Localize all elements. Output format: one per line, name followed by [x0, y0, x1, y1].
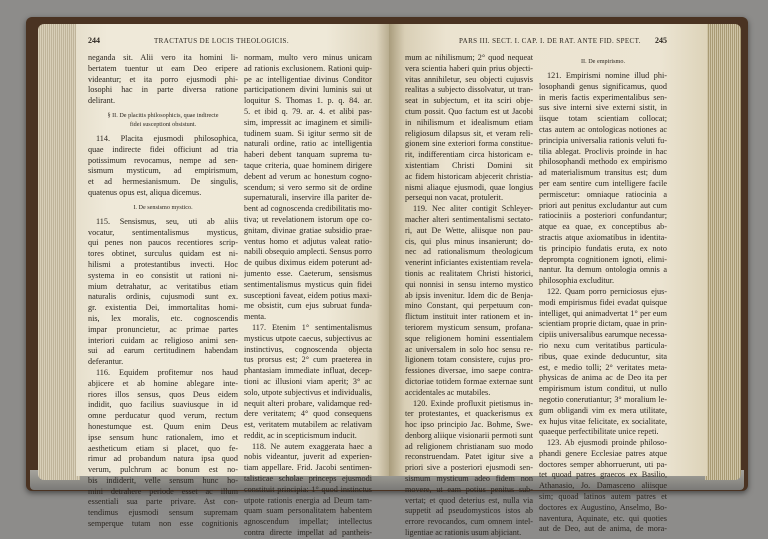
text-line: losophi hac in parte diversa ratione [88, 85, 238, 95]
text-line: mysticus utpote caecus, subjectivus ac [244, 333, 372, 343]
text-line: physicas de anima ac de Deo ita per [539, 373, 667, 383]
text-column [405, 53, 533, 539]
text-line: instinctivus, cognoscenda objecta [244, 344, 372, 354]
text-line: 121. Empirismi nomine illud phi- [547, 71, 667, 80]
text-line: ad rationis exclusionem. Rationi quip- [244, 63, 372, 73]
text-line: aut de Deo, aut de anima, de mora- [539, 524, 667, 534]
text-line: 122. Quam porro perniciosus ejus- [547, 286, 667, 296]
text-line: contra directe impellat ad pantheis- [244, 528, 372, 538]
text-line: quatenus opus est, aliqua dicemus. [88, 187, 202, 197]
text-line: ligionem totam consistere, cujus pro- [405, 355, 533, 365]
text-column [88, 53, 238, 530]
text-line: ex hujus vitae felicitate, ex socialitate, [539, 416, 667, 426]
text-line: persequi non vacat, protulerit. [405, 193, 503, 203]
text-line: macher alteri sentimentalismi sectato- [405, 214, 533, 224]
text-line: vera scientia haberi quin prius objecti- [405, 63, 533, 73]
text-line: denborg aliique visionarii permoti sunt [405, 430, 533, 440]
text-line: menta. [244, 312, 267, 322]
text-line: ligentiae ac rationis usum abjiciant. [405, 528, 522, 538]
text-line: 119. Nec aliter contigit Schleyer- [413, 204, 533, 214]
text-line: tus prorsus est; 2° cum praeterea in [244, 355, 372, 365]
text-line: riores illos sensus, quos Deus eidem [88, 389, 238, 399]
left-page [76, 24, 389, 538]
text-line: vertat; et quod deterius est, nulla via [405, 495, 533, 505]
text-line: hilismi a protestantibus invecti. Hoc [88, 259, 238, 269]
text-line: errore revocandos, cum omnem intel- [405, 517, 533, 527]
page-stack-right [705, 24, 741, 480]
text-line: potissimum revocamus, nempe ad sen- [88, 155, 238, 165]
text-line: philosophia excluditur. [539, 276, 615, 286]
text-line: tiam appellare. Frid. Jacobi sentimen- [244, 463, 372, 473]
text-line: xistentiam Christi Domini sit [405, 160, 533, 170]
text-line: 118. Ne autem exaggerata haec a [252, 441, 372, 451]
text-line: supernaturali, inservire illa pariter de- [244, 193, 372, 203]
text-line: impar pronuncietur, ac primae partes [88, 324, 238, 334]
text-line: mini detrahere periode esset ac illum [88, 486, 238, 496]
text-line: solo, utpote subjectivus et individualis, [244, 387, 372, 397]
text-line: jumento esse. Caeterum, sensismus [244, 268, 372, 278]
text-line: rit, indifferentiam circa historicam e- [405, 150, 533, 160]
text-line: in meris factis experimentalibus sen- [539, 92, 667, 102]
text-line: semperque tutam non esse cognitionis [88, 519, 238, 529]
text-line: tores obtinet, surculus quidam est ni- [88, 249, 238, 259]
text-line: rio nexu cum veritatibus particula- [539, 340, 667, 350]
text-line: realitas a subjecto dissolvatur, ut tran- [405, 85, 533, 95]
text-line: verum, pulchrum ac bonum est no- [88, 465, 238, 475]
text-line: 117. Etenim 1° sentimentalismus [252, 322, 372, 332]
page-number: 244 [88, 36, 100, 45]
text-line: ad religionem christianam suo modo [405, 441, 533, 451]
right-page [389, 24, 707, 538]
text-line: debent ad verum ac honestum cogno- [244, 171, 372, 181]
text-line: naturalis ordinis, cujusmodi sunt ex. [88, 292, 238, 302]
text-line: deprompta cognitionem ignoti, elimi- [539, 254, 667, 264]
text-line: mium detrahatur, ac veritatibus etiam [88, 281, 238, 291]
text-line: quaeque perfectibilitate unice repeti. [539, 427, 659, 437]
text-line: doctores semper abhorruerunt, uti pa- [539, 459, 667, 469]
text-line: sentimentalismus mysticus quin fidei [244, 279, 372, 289]
text-line: constituit principia: 1° quod instinctus [244, 484, 372, 494]
text-line: nobis videantur, juverit ad experien- [244, 452, 372, 462]
text-line: losophandi genus significamus, quod [539, 81, 667, 91]
running-head: TRACTATUS DE LOCIS THEOLOGICIS. [154, 37, 289, 45]
text-line: phantasiam immediate influat, decep- [244, 366, 372, 376]
text-line: naturali ordine, ratio ac intelligentia [244, 139, 372, 149]
text-line: me obsistit, cum ejus subruat funda- [244, 301, 372, 311]
text-line: vocatur, sentimentalismus mysticus, [88, 227, 238, 237]
text-line: dictoriae totidem formae externae sunt [405, 376, 533, 386]
text-line: taque criteria, quae hominem dirigere [244, 160, 372, 170]
text-line: 115. Sensismus, seu, uti ab aliis [96, 216, 238, 226]
text-line: atque ea quae, ex conceptibus ab- [539, 222, 667, 232]
text-line: nantur. Ita demum ontologia omnis a [539, 265, 667, 275]
text-line: gum obligandi vim ex mera utilitate, [539, 405, 667, 415]
text-line: tet quoad patres graecos ex Basilio, [539, 470, 667, 480]
section-heading: § II. De placitis philosophicis, quae indirecte [107, 111, 219, 119]
text-line: 123. Ab ejusmodi proinde philoso- [547, 438, 667, 448]
text-line: ribus, quae exinde deducuntur, sita [539, 351, 667, 361]
text-line: scendum; si vero sermo sit de ordine [244, 182, 372, 192]
text-line: sque religionem homini essentialem [405, 333, 533, 343]
text-line: videantur; et ita porro ejusmodi phi- [88, 74, 238, 84]
text-line: nis, lex moralis, etc. cognoscendis [88, 313, 238, 323]
text-line: sus sive interni sive externi sistit, in [539, 103, 667, 113]
text-line: sim; quoad latinos autem patres et [539, 492, 667, 502]
text-line: abjicere et ab homine ablegare inte- [88, 378, 238, 388]
text-line: permiscetur: omniaque ratiocinia a [539, 189, 667, 199]
text-line: essentiali sua parte privare. Ast con- [88, 497, 238, 507]
text-line: sismum mysticum, ad empirismum, [88, 166, 238, 176]
text-line: utpote rationis energia ad Deum tam- [244, 495, 372, 505]
page-number: 245 [655, 36, 667, 45]
text-line: cipiis universalibus earumque necessa- [539, 330, 667, 340]
text-line: fessiones diversae, imo saepe contra- [405, 366, 533, 376]
text-line: quae indirecte fidei officiunt ad tria [88, 144, 238, 154]
text-line: mum ac nihilismum; 2° quod nequeat [405, 53, 533, 62]
text-line: per eam sentire cum intelligere facile [539, 178, 667, 188]
text-line: negotio conerutiantur; 3° moralium le- [539, 394, 667, 404]
text-line: ab ipsis invenitur. Idem dic de Benja- [405, 290, 533, 300]
text-line: haberi debent tanquam suprema tu- [244, 150, 372, 160]
text-line: 114. Placita ejusmodi philosophica, [96, 133, 238, 143]
text-line: priori aut penitus excludantur aut cum [539, 200, 667, 210]
text-line: neganda sit. Alii vero ita homini li- [88, 53, 238, 62]
text-line: flictum instituit inter rationem et in- [405, 312, 533, 322]
text-line: nequit alteri probare, validamque red- [244, 398, 372, 408]
text-line: est, e medio tolli; 2° veritates meta- [539, 362, 667, 372]
running-head: PARS III. SECT. I. CAP. I. DE RAT. ANTE FID. SPECT. [459, 37, 641, 45]
text-line: honestumque est. Quum enim Deus [88, 421, 238, 431]
text-line: nabili obsequio amplecti. Sensus porro [244, 247, 372, 257]
text-line: dere veritatem; 4° quod consequens [244, 409, 372, 419]
page-stack-left [38, 24, 80, 480]
text-line: interiori cuidam ac religioso animi sen- [88, 335, 238, 345]
section-heading: fidei susceptioni obsistunt. [129, 120, 197, 128]
text-line: venerint inficiantes existentiam revela- [405, 258, 533, 268]
text-line: phandi genere Ecclesiae patres atque [539, 448, 667, 458]
text-line: tendimus ejusmodi sensum supremam [88, 508, 238, 518]
text-line: gionem sine exteriori forma constitue- [405, 139, 533, 149]
text-line: ri, aut De Wette, aliisque non pau- [405, 225, 533, 235]
text-line: tis principio fundatis eruta, ex noto [539, 243, 667, 253]
text-line: loquitur S. Thomas 1. p. q. 84. ar. [244, 96, 372, 106]
text-line: de quibus diximus eidem poterunt ad- [244, 258, 372, 268]
text-line: bertatem tuentur ut eam Deo eripere [88, 63, 238, 73]
text-line: doctores ex Augustino, Anselmo, Bo- [539, 502, 667, 512]
text-line: nismi aliaque ejusmodi, quae longius [405, 182, 533, 192]
text-line: ctas autem ac ontologicas notiones ac [539, 124, 667, 134]
text-line: movere, ut eam potius penitus sub- [405, 484, 533, 494]
text-line: Athanasio, Jo. Damasceno aliisque [539, 481, 667, 491]
text-line: susceptioni faveat, eidem potius maxi- [244, 290, 372, 300]
text-line: tionis ac realitatem Christi historici, [405, 268, 533, 278]
text-line: reddit, ac in scepticismum inducit. [244, 430, 357, 440]
text-line: indidit, quo facilius suaviusque in id [88, 400, 238, 410]
text-line: reconstruendam. Patet igitur sive a [405, 452, 533, 462]
text-line: iisque totam scientiam collocat; [539, 114, 667, 124]
text-line: intelliget, qui animadvertat 1° per eum [539, 308, 667, 318]
text-line: gnitam, divinae gratiae subsidio prae- [244, 225, 372, 235]
text-line: ctum possit. Quo factum est ut Jacobi [405, 106, 533, 116]
text-line: tiva; ut revelationem istorum ope co- [244, 214, 372, 224]
text-line: religiosum dilapsus sit, et veram reli- [405, 128, 533, 138]
text-line: sui ad earum certitudinem habendam [88, 346, 238, 356]
text-line: 116. Equidem profitemur nos haud [96, 367, 238, 377]
text-line: ipse sensum hunc rationalem, imo et [88, 432, 238, 442]
text-line: delirant. [88, 96, 116, 106]
text-line: priori sive a posteriori ejusmodi sen- [405, 463, 533, 473]
text-line: accidentales ac mutabiles. [405, 387, 491, 397]
text-line: teriorem mysticum sensum, profana- [405, 322, 533, 332]
text-line: 5. et ibid q. 79. ar. 4. et alibi pas- [244, 106, 372, 116]
section-heading: II. De empirismo. [581, 58, 625, 65]
text-line: et ad hermesianismum. De singulis, [88, 177, 238, 187]
text-line: sim, impressit ac imaginem et simili- [244, 117, 372, 127]
text-line: scientiam proprie dictam, quae in prin- [539, 319, 667, 329]
text-line: cis, qui plus minus insanierunt; do- [405, 236, 533, 246]
text-line: ter protestantes, et quackerismus ex [405, 409, 533, 419]
text-line: deferantur. [88, 357, 124, 367]
text-line: suppetit ad pseudomysticos istos ab [405, 506, 533, 516]
text-line: modi empirismus fidei evadat quisque [539, 297, 667, 307]
text-line: hoc ipso principio Jac. Bohme, Swe- [405, 420, 533, 430]
text-line: quam suam personalitatem habentem [244, 506, 372, 516]
section-heading: I. De sensismo mystico. [133, 203, 193, 211]
text-line: 120. Exinde profluxit pietismus in- [413, 398, 533, 408]
text-line: rimur ad probandum natura ipsa quod [88, 454, 238, 464]
text-line: gr. existentia Dei, immortalitas homi- [88, 303, 238, 313]
text-line: vitas annihiletur, seu objecti cujusvis [405, 74, 533, 84]
text-line: in nihilismum et idealismum etiam [405, 117, 533, 127]
text-line: ratiociniis a posteriori confundantur; [539, 211, 667, 221]
text-column [539, 53, 667, 535]
text-line: tilia ablegat. Proclivis proinde in hac [539, 146, 667, 156]
text-line: principia universalia rationis veluti fu- [539, 135, 667, 145]
text-line: agnoscendum impellat; intellectus [244, 517, 372, 527]
text-line: normam, multo vero minus unicam [244, 53, 372, 62]
text-line: stractis atque axiomatibus in identita- [539, 232, 667, 242]
text-line: tioni ac illusioni viam aperit; 3° ac [244, 376, 372, 386]
text-line: empirismum istum conditui, ut nullo [539, 384, 667, 394]
text-column [244, 53, 372, 539]
text-line: aestheticum etiam si placet, quo fe- [88, 443, 238, 453]
text-line: nec ad rationalismum theologicum [405, 247, 533, 257]
text-line: tudinem suam. Si igitur sermo sit de [244, 128, 372, 138]
text-line: qui penes non paucos recentiores scrip- [88, 238, 238, 248]
text-line: bent ad cognoscenda credibilitatis mo- [244, 204, 372, 214]
text-line: ac universalem in solo hoc sensu re- [405, 344, 533, 354]
text-line: est, veritatem mutabilem ac relativam [244, 420, 372, 430]
text-line: naventura, Aquinate, etc. qui quoties [539, 513, 667, 523]
text-line: qui nonnisi in sensu interno mystico [405, 279, 533, 289]
text-line: ac fidem historicam abjecerit christia- [405, 171, 533, 181]
text-line: seat in subjectum, et ita sciri obje- [405, 96, 533, 106]
text-line: mino Constant, qui perpetuum con- [405, 301, 533, 311]
text-line: talisticae scholae princeps ejusmodi [244, 474, 372, 484]
text-line: bis indiderit, velle sensum hunc ho- [88, 475, 238, 485]
text-line: pe ac intelligentiae divinus Conditor [244, 74, 372, 84]
text-line: ad materialismum transitus est; dum [539, 168, 667, 178]
text-line: philosophandi methodo ex empirismo [539, 157, 667, 167]
text-line: systema in eo consistit ut rationi ni- [88, 270, 238, 280]
text-line: sismum mysticum adeo fidem non [405, 474, 533, 484]
text-line: omne perducatur quod verum, rectum [88, 411, 238, 421]
text-line: ventus homo et adjutus valeat ratio- [244, 236, 372, 246]
text-line: participationem divini luminis sui ut [244, 85, 372, 95]
